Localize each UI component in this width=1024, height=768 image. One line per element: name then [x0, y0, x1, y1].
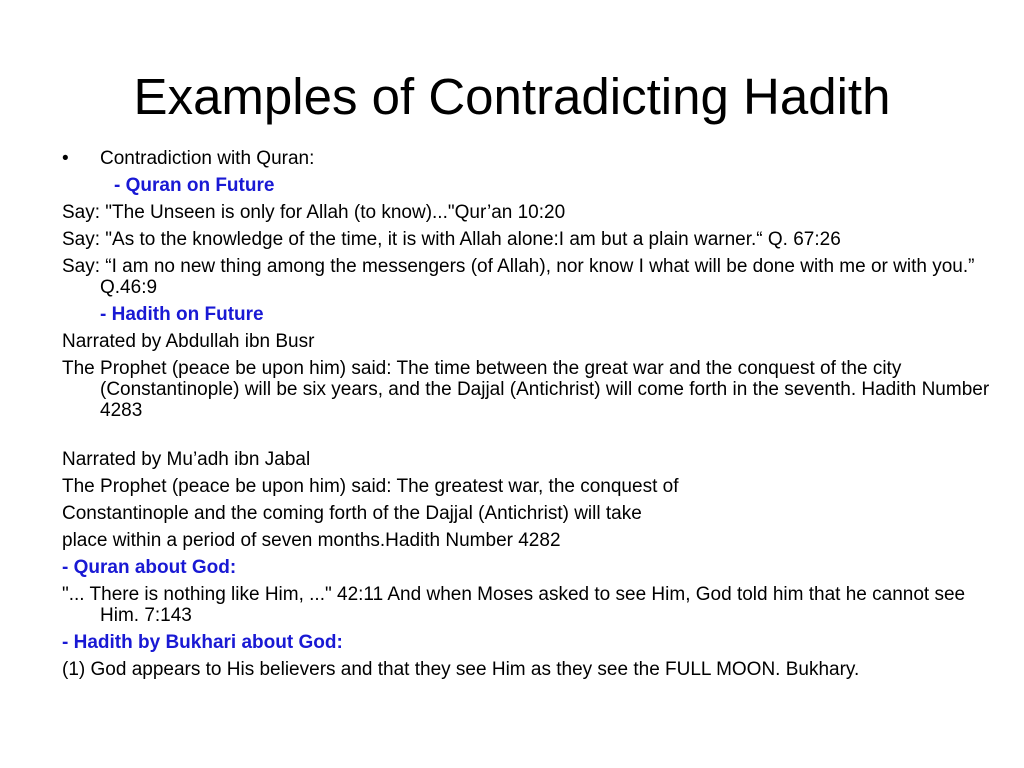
subheading-quran-god: - Quran about God: — [62, 557, 237, 578]
subheading-quran-future: - Quran on Future — [114, 175, 275, 196]
bullet-item — [62, 148, 1002, 169]
spacer — [62, 427, 1002, 449]
hadith-text-3: (1) God appears to His believers and that they see Him as they see the FULL MOON. Bukhary. — [62, 659, 860, 680]
bullet-text: Contradiction with Quran: — [100, 148, 315, 169]
slide-title: Examples of Contradicting Hadith — [133, 68, 891, 125]
hadith-text-1: The Prophet (peace be upon him) said: The time between the great war and the conquest of the city (Constantinople) will be six years, and the Dajjal (Antichrist) will come forth in the seventh. Hadith Number 4283 — [62, 358, 990, 421]
hadith-text-2b: Constantinople and the coming forth of the Dajjal (Antichrist) will take — [62, 503, 642, 524]
hadith-text-2c: place within a period of seven months.Hadith Number 4282 — [62, 530, 561, 551]
quran-verse-4: "... There is nothing like Him, ..." 42:11 And when Moses asked to see Him, God told him that he cannot see Him. 7:143 — [62, 584, 966, 626]
hadith-text-2a: The Prophet (peace be upon him) said: The greatest war, the conquest of — [62, 476, 679, 497]
narrator-1: Narrated by Abdullah ibn Busr — [62, 331, 315, 352]
subheading-hadith-future: - Hadith on Future — [100, 304, 264, 325]
subheading-hadith-god: - Hadith by Bukhari about God: — [62, 632, 343, 653]
narrator-2: Narrated by Mu’adh ibn Jabal — [62, 449, 311, 470]
quran-verse-1: Say: "The Unseen is only for Allah (to know)..."Qur’an 10:20 — [62, 202, 566, 223]
quran-verse-2: Say: "As to the knowledge of the time, it is with Allah alone:I am but a plain warner.“ Q. 67:26 — [62, 229, 841, 250]
bullet-icon: • — [62, 148, 69, 169]
slide-body — [62, 148, 1002, 686]
quran-verse-3: Say: “I am no new thing among the messengers (of Allah), nor know I what will be done with me or with you.” Q.46:9 — [62, 256, 975, 298]
